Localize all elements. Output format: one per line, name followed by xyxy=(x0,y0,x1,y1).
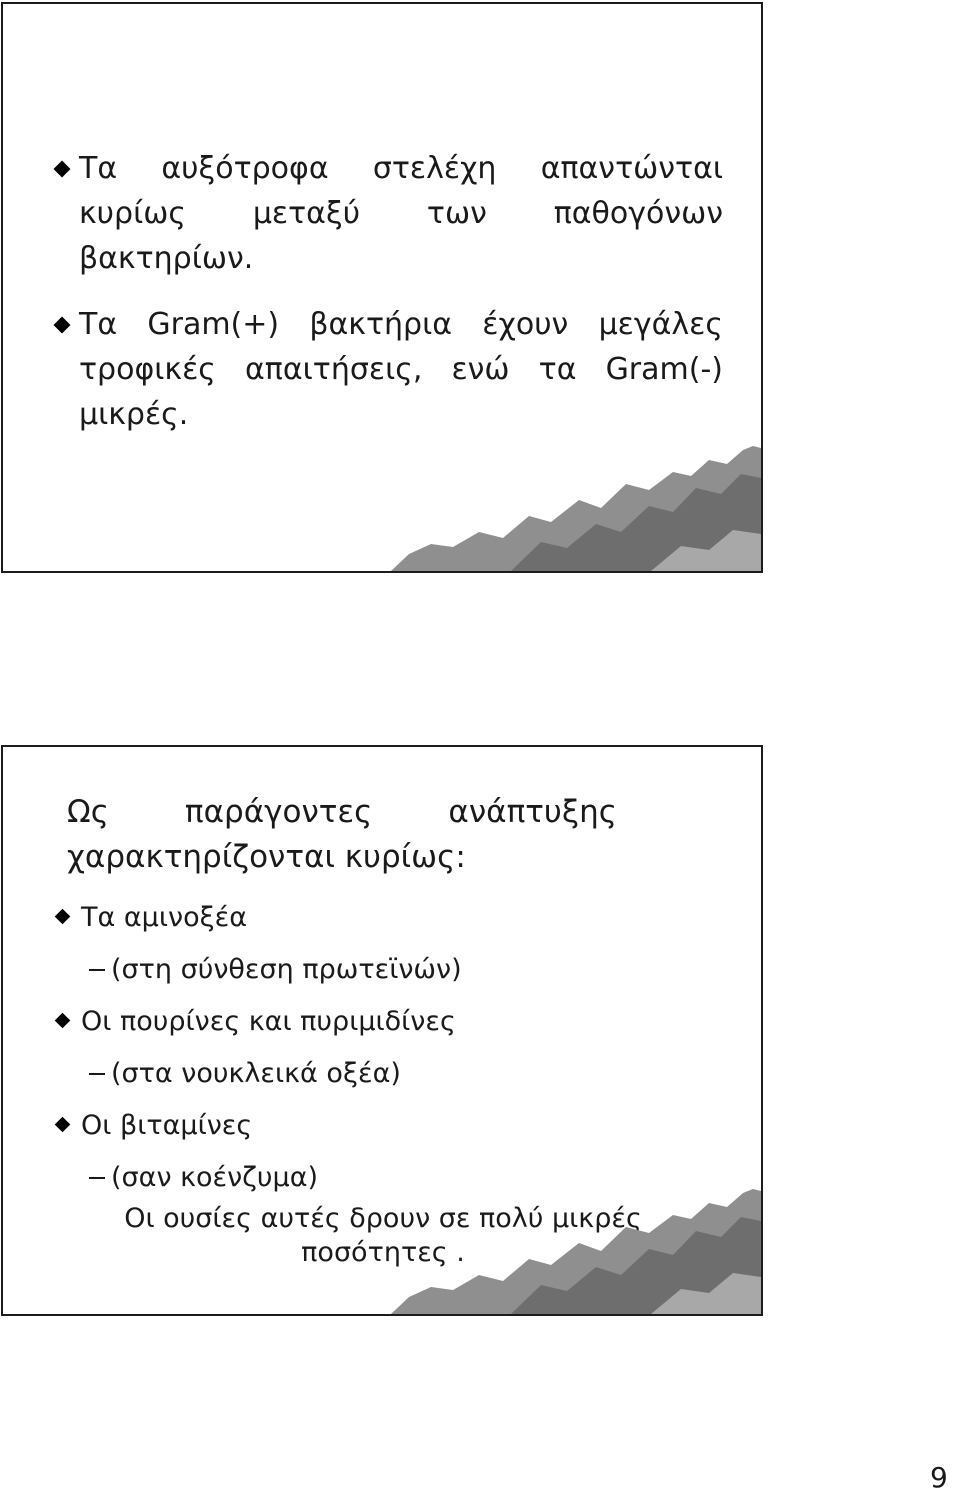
item-label: Οι πουρίνες και πυριμιδίνες xyxy=(81,1006,456,1037)
diamond-bullet-icon xyxy=(54,317,71,334)
list-item xyxy=(53,900,713,936)
dash-icon xyxy=(89,969,105,971)
sub-item-label: (στη σύνθεση πρωτεϊνών) xyxy=(111,954,462,985)
footnote-line: ποσότητες . xyxy=(301,1237,465,1268)
bullet-text: Τα Gram(+) βακτήρια έχουν μεγάλες τροφικές απαιτήσεις, ενώ τα Gram(-) μικρές. xyxy=(79,307,723,432)
item-label: Οι βιταμίνες xyxy=(81,1110,253,1141)
diamond-bullet-icon xyxy=(55,1117,71,1133)
sub-item xyxy=(53,1056,713,1092)
mountain-decoration-icon xyxy=(391,1189,761,1314)
list-item xyxy=(53,1004,713,1040)
footnote-line: Οι ουσίες αυτές δρουν σε πολύ μικρές xyxy=(124,1203,642,1234)
slide-2 xyxy=(1,745,763,1316)
slide-heading: Ως παράγοντες ανάπτυξης χαρακτηρίζονται κυρίως: xyxy=(67,794,617,875)
bullet-list xyxy=(53,146,723,437)
diamond-bullet-icon xyxy=(55,1013,71,1029)
factor-list xyxy=(53,900,713,1212)
sub-item-label: (στα νουκλεικά οξέα) xyxy=(111,1058,401,1089)
bullet-text: Τα αυξότροφα στελέχη απαντώνται κυρίως μεταξύ των παθογόνων βακτηρίων. xyxy=(79,151,723,276)
dash-icon xyxy=(89,1073,105,1075)
bullet-item xyxy=(53,302,723,437)
slide-1 xyxy=(1,2,763,573)
dash-icon xyxy=(89,1177,105,1179)
mountain-decoration-icon xyxy=(391,446,761,571)
sub-item xyxy=(53,952,713,988)
sub-item-label: (σαν κοένζυμα) xyxy=(111,1162,319,1193)
item-label: Τα αμινοξέα xyxy=(81,902,248,933)
diamond-bullet-icon xyxy=(55,909,71,925)
diamond-bullet-icon xyxy=(54,161,71,178)
page-number: 9 xyxy=(930,1461,948,1494)
list-item xyxy=(53,1108,713,1144)
bullet-item xyxy=(53,146,723,281)
